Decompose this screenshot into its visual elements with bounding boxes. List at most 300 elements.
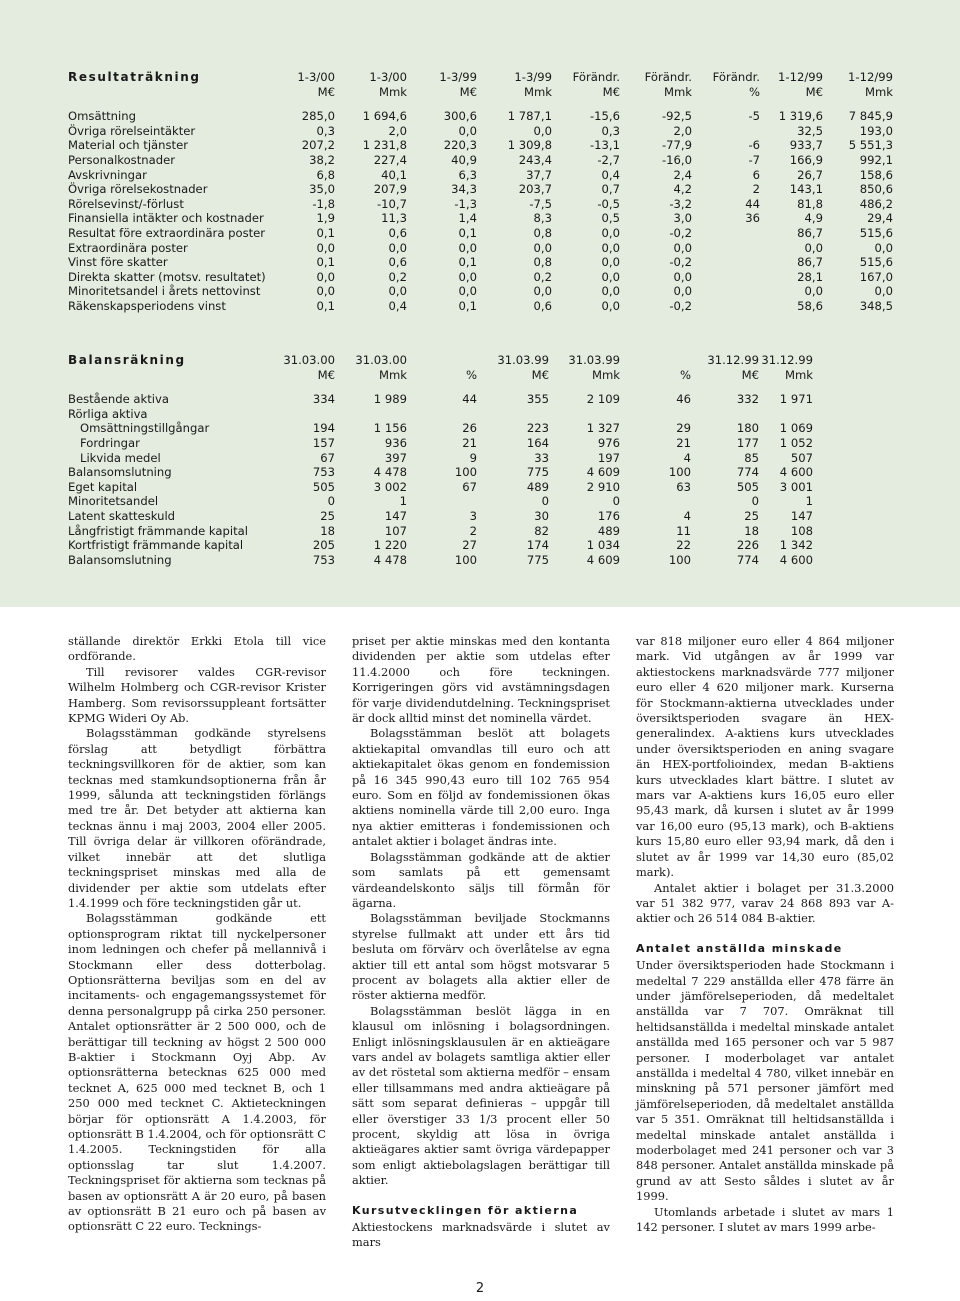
table-cell xyxy=(692,124,760,139)
table-cell: 0,0 xyxy=(601,240,620,255)
table-cell: 34,3 xyxy=(451,182,477,197)
table-cell: 107 xyxy=(384,523,407,538)
paragraph: Bolagsstämman beslöt lägga in en klausul om inlösning i bolagsordningen. Enligt inlösningsklausulen är en aktieägare vars andel av bolagets samtliga aktier eller av det röstetal som aktierna medför – ensam eller tillsammans med andra aktieägare på sätt som separat definieras – uppgår till eller överstiger 33 1/3 procent eller 50 procent, skyldig att lösa in övriga aktieägares aktier samt övriga värdepapper som enligt aktiebolagslagen berättigar till aktier. xyxy=(352,1003,610,1188)
table-cell: 3,0 xyxy=(673,211,692,226)
table-cell: 223 xyxy=(526,421,549,436)
table-cell: 300,6 xyxy=(443,109,477,124)
balance-sheet-table xyxy=(68,353,813,567)
unit-header: M€ xyxy=(531,367,549,382)
table-cell: 976 xyxy=(597,435,620,450)
table-cell: 0,0 xyxy=(601,298,620,313)
table-cell: 850,6 xyxy=(859,182,893,197)
table-cell: 1,4 xyxy=(458,211,477,226)
column-header: 1-3/99 xyxy=(439,70,477,84)
table-cell: 3 xyxy=(469,508,477,523)
table-cell: 67 xyxy=(462,479,477,494)
table-cell: 164 xyxy=(526,435,549,450)
row-label: Övriga rörelseintäkter xyxy=(68,123,196,138)
table-cell: 0,1 xyxy=(458,225,477,240)
row-label: Extraordinära poster xyxy=(68,240,188,255)
table-cell: 1 220 xyxy=(373,538,407,553)
table-row xyxy=(68,451,813,466)
table-cell xyxy=(620,494,691,509)
table-cell: 67 xyxy=(320,450,335,465)
table-cell xyxy=(549,407,620,422)
table-cell: 29 xyxy=(676,421,691,436)
table-cell: 334 xyxy=(312,392,335,407)
column-header: 31.12.99 xyxy=(761,353,813,367)
table-row xyxy=(68,538,813,553)
table-cell: 9 xyxy=(469,450,477,465)
row-label: Kortfristigt främmande kapital xyxy=(68,538,244,553)
table-cell: 936 xyxy=(384,435,407,450)
table-row xyxy=(68,407,813,422)
row-label: Personalkostnader xyxy=(68,152,175,167)
unit-header: Mmk xyxy=(784,367,813,382)
column-header: 1-12/99 xyxy=(848,70,893,84)
table-cell: -10,7 xyxy=(377,196,407,211)
row-label: Omsättningstillgångar xyxy=(80,421,210,436)
table-cell: 1 xyxy=(399,494,407,509)
spacer xyxy=(68,99,893,109)
table-title: Balansräkning xyxy=(68,353,186,367)
table-cell: 4 xyxy=(683,508,691,523)
table-cell: 0,1 xyxy=(316,298,335,313)
table-cell: 100 xyxy=(668,465,691,480)
table-cell: 0,6 xyxy=(533,298,552,313)
table-cell: 86,7 xyxy=(797,225,823,240)
table-cell: 1 319,6 xyxy=(778,109,823,124)
row-label: Latent skatteskuld xyxy=(68,508,176,523)
table-cell: 40,1 xyxy=(381,167,407,182)
table-cell: 0,0 xyxy=(601,284,620,299)
table-row xyxy=(68,421,813,436)
table-cell: -0,2 xyxy=(669,298,692,313)
table-cell: 58,6 xyxy=(797,298,823,313)
unit-header: Mmk xyxy=(864,84,893,99)
paragraph: Bolagsstämman godkände ett optionsprogram riktat till nyckelpersoner inom ledningen och chefer på mellannivå i Stockmann eller dess dotterbolag. Optionsrätterna beviljas som en del av incitaments- och engagemangssystemet för denna personalgrupp på cirka 250 personer. Antalet optionsrätter är 2 500 000, och de berättigar till teckning av högst 2 500 000 B-aktier i Stockmann Oyj Abp. Av optionsrätterna betecknas 625 000 med tecknet A, 625 000 med tecknet B, och 1 250 000 med tecknet C. Aktieteckningen börjar för optionsrätt A 1.4.2003, för optionsrätt B 1.4.2004, och för optionsrätt C 1.4.2005. Teckningstiden för alla optionsslag tar slut 1.4.2007. Teckningspriset för aktierna som tecknas på basen av optionsrätt A är 20 euro, på basen av optionsrätt B 21 euro och på basen av optionsrätt C 22 euro. Tecknings- xyxy=(68,911,326,1234)
table-cell: 332 xyxy=(736,392,759,407)
table-cell: 0,0 xyxy=(601,269,620,284)
table-cell: 4 609 xyxy=(586,465,620,480)
table-cell: 0,2 xyxy=(388,269,407,284)
table-cell: 227,4 xyxy=(373,152,407,167)
row-label: Minoritetsandel xyxy=(68,494,159,509)
table-row xyxy=(68,241,893,256)
column-header xyxy=(407,353,477,368)
table-cell: 3 002 xyxy=(373,479,407,494)
table-cell: -77,9 xyxy=(662,138,692,153)
column-header: 31.03.99 xyxy=(497,353,549,367)
section-heading-share-price: Kursutvecklingen för aktierna xyxy=(352,1203,579,1217)
table-cell: 207,9 xyxy=(373,182,407,197)
table-cell: 0 xyxy=(327,494,335,509)
table-cell: -1,8 xyxy=(312,196,335,211)
column-header: Förändr. xyxy=(712,70,760,84)
table-cell: 397 xyxy=(384,450,407,465)
column-header: 31.03.00 xyxy=(283,353,335,367)
table-row xyxy=(68,284,893,299)
row-label: Vinst före skatter xyxy=(68,255,168,270)
table-cell: 21 xyxy=(676,435,691,450)
table-cell: 11 xyxy=(676,523,691,538)
table-cell: 4 609 xyxy=(586,552,620,567)
table-cell: 505 xyxy=(736,479,759,494)
table-cell: 27 xyxy=(462,538,477,553)
table-cell: -3,2 xyxy=(669,196,692,211)
table-cell: -5 xyxy=(748,109,760,124)
table-cell: 0 xyxy=(612,494,620,509)
unit-header: M€ xyxy=(459,84,477,99)
unit-row xyxy=(68,368,813,383)
table-cell: 5 551,3 xyxy=(848,138,893,153)
table-cell: 933,7 xyxy=(789,138,823,153)
table-cell: 32,5 xyxy=(797,123,823,138)
table-cell: 4,2 xyxy=(673,182,692,197)
table-cell: -7,5 xyxy=(529,196,552,211)
table-cell: 167,0 xyxy=(859,269,893,284)
header-row xyxy=(68,70,893,85)
table-cell: 37,7 xyxy=(526,167,552,182)
table-row xyxy=(68,211,893,226)
spacer-row xyxy=(68,382,813,392)
table-cell: 1 971 xyxy=(779,392,813,407)
table-cell: 0,0 xyxy=(316,240,335,255)
table-row xyxy=(68,138,893,153)
table-cell: 0,0 xyxy=(673,269,692,284)
table-cell: 82 xyxy=(534,523,549,538)
row-label: Material och tjänster xyxy=(68,138,188,153)
table-cell: 4 600 xyxy=(779,552,813,567)
table-cell: 507 xyxy=(790,450,813,465)
table-cell: 100 xyxy=(668,552,691,567)
table-cell: 63 xyxy=(676,479,691,494)
table-cell: 6,8 xyxy=(316,167,335,182)
paragraph: Bolagsstämman godkände styrelsens förslag att betydligt förbättra teckningsvillkoren för de aktier, som kan tecknas med stamkundsoptionerna från år 1999, sålunda att teckningstiden förlängs med tre år. Det betyder att aktierna kan tecknas ännu i maj 2003, 2004 eller 2005. Till övriga delar är villkoren oförändrade, vilket innebär att det slutliga teckningspriset minskas med alla de dividender per aktie som utdelats efter 1.4.1999 och före teckningstiden går ut. xyxy=(68,726,326,910)
table-row xyxy=(68,255,893,270)
table-cell: 36 xyxy=(745,211,760,226)
table-cell: -0,5 xyxy=(597,196,620,211)
table-cell: 0,0 xyxy=(601,225,620,240)
blank-cell xyxy=(68,368,280,383)
table-cell: 4,9 xyxy=(804,211,823,226)
table-cell: 0,7 xyxy=(601,182,620,197)
table-cell: 147 xyxy=(384,508,407,523)
table-cell: 2 xyxy=(752,182,760,197)
paragraph: Under översiktsperioden hade Stockmann i medeltal 7 229 anställda eller 478 färre än under jämförelseperioden, då medeltalet anställda var 7 707. Omräknat till heltidsanställda i medeltal minskade antalet anställda med 165 personer och var 5 987 personer. I moderbolaget var antalet anställda i medeltal 4 780, vilket innebär en minskning på 571 personer jämfört med jämförelseperioden, då medeltalet anställda var 5 351. Omräknat till heltidsanställda i medeltal minskade antalet anställda i moderbolaget med 241 personer och var 3 848 personer. Antalet anställda minskade på grund av att Sesto såldes i slutet av år 1999. xyxy=(636,958,894,1204)
table-row xyxy=(68,270,893,285)
table-cell: 158,6 xyxy=(859,167,893,182)
table-cell: 143,1 xyxy=(789,182,823,197)
column-header: Förändr. xyxy=(572,70,620,84)
table-cell: 0,0 xyxy=(804,284,823,299)
table-cell: 0 xyxy=(541,494,549,509)
table-cell: 1 342 xyxy=(779,538,813,553)
table-cell: 35,0 xyxy=(309,182,335,197)
table-cell: 193,0 xyxy=(859,123,893,138)
table-cell: 1 989 xyxy=(373,392,407,407)
table-cell: 0 xyxy=(751,494,759,509)
unit-header: M€ xyxy=(317,367,335,382)
column-header: 1-12/99 xyxy=(778,70,823,84)
table-row xyxy=(68,392,813,407)
row-label: Balansomslutning xyxy=(68,465,172,480)
table-cell xyxy=(759,407,813,422)
column-header xyxy=(620,353,691,368)
table-cell: 6,3 xyxy=(458,167,477,182)
table-cell: 4 478 xyxy=(373,465,407,480)
table-cell: -0,2 xyxy=(669,225,692,240)
unit-header: Mmk xyxy=(378,84,407,99)
table-cell: 0,1 xyxy=(316,255,335,270)
table-row xyxy=(68,226,893,241)
table-cell: 285,0 xyxy=(301,109,335,124)
row-label: Räkenskapsperiodens vinst xyxy=(68,298,226,313)
table-cell: 753 xyxy=(312,465,335,480)
table-cell: 180 xyxy=(736,421,759,436)
table-cell: -0,2 xyxy=(669,255,692,270)
table-cell: 4 478 xyxy=(373,552,407,567)
table-cell: 2,4 xyxy=(673,167,692,182)
table-cell: 29,4 xyxy=(867,211,893,226)
table-cell: 774 xyxy=(736,552,759,567)
column-header: 1-3/00 xyxy=(297,70,335,84)
table-cell xyxy=(691,407,759,422)
table-cell: -2,7 xyxy=(597,152,620,167)
table-cell: 2,0 xyxy=(673,123,692,138)
column-header: 1-3/99 xyxy=(514,70,552,84)
table-cell xyxy=(692,255,760,270)
table-cell: 21 xyxy=(462,435,477,450)
table-cell: 0,1 xyxy=(458,255,477,270)
row-label: Rörliga aktiva xyxy=(68,406,148,421)
table-cell: 147 xyxy=(790,508,813,523)
unit-header: M€ xyxy=(741,367,759,382)
table-cell: 0,4 xyxy=(388,298,407,313)
table-cell: 0,0 xyxy=(458,284,477,299)
table-row xyxy=(68,109,893,124)
table-cell: 26,7 xyxy=(797,167,823,182)
table-cell: 177 xyxy=(736,435,759,450)
row-label: Resultat före extraordinära poster xyxy=(68,225,266,240)
table-cell: -15,6 xyxy=(590,109,620,124)
table-cell: 26 xyxy=(462,421,477,436)
table-row xyxy=(68,124,893,139)
row-label: Långfristigt främmande kapital xyxy=(68,523,248,538)
table-row xyxy=(68,153,893,168)
paragraph: Bolagsstämman beviljade Stockmanns styrelse fullmakt att under ett års tid besluta om förvärv och överlåtelse av egna aktier till ett antal som högst motsvarar 5 procent av bolagets alla aktier eller de röster aktierna medför. xyxy=(352,911,610,1003)
column-header: 1-3/00 xyxy=(369,70,407,84)
table-cell xyxy=(692,241,760,256)
table-cell: 18 xyxy=(320,523,335,538)
table-cell xyxy=(335,407,407,422)
table-cell xyxy=(692,270,760,285)
table-cell: 1 069 xyxy=(779,421,813,436)
table-cell: 1 694,6 xyxy=(362,109,407,124)
table-cell: 515,6 xyxy=(859,255,893,270)
paragraph: priset per aktie minskas med den kontanta dividenden per aktie som utdelas efter 11.4.2000 och före teckningen. Korrigeringen görs vid avstämningsdagen för varje dividendutdelning. Teckningspriset är dock alltid minst det nominella värdet. xyxy=(352,634,610,726)
table-cell: 203,7 xyxy=(518,182,552,197)
table-cell: 1 231,8 xyxy=(362,138,407,153)
table-cell: 0,0 xyxy=(316,284,335,299)
table-cell: 0,0 xyxy=(874,240,893,255)
column-header: Förändr. xyxy=(644,70,692,84)
table-cell: 0,8 xyxy=(533,225,552,240)
table-cell: 505 xyxy=(312,479,335,494)
table-cell: 0,1 xyxy=(316,225,335,240)
table-cell: 3 001 xyxy=(779,479,813,494)
table-cell: 0,0 xyxy=(673,284,692,299)
table-cell: 486,2 xyxy=(859,196,893,211)
row-label: Balansomslutning xyxy=(68,552,172,567)
table-cell: 355 xyxy=(526,392,549,407)
unit-header: Mmk xyxy=(663,84,692,99)
table-cell: 0,6 xyxy=(388,255,407,270)
table-row xyxy=(68,299,893,314)
table-cell: 194 xyxy=(312,421,335,436)
table-cell: 207,2 xyxy=(301,138,335,153)
table-cell: 489 xyxy=(526,479,549,494)
table-row xyxy=(68,509,813,524)
table-cell: 33 xyxy=(534,450,549,465)
paragraph: var 818 miljoner euro eller 4 864 miljoner mark. Vid utgången av år 1999 var aktiestockens marknadsvärde 777 miljoner euro eller 4 620 miljoner mark. Kurserna för Stockmann-aktierna utvecklades under översiktsperioden svagare än HEX-generalindex. A-aktiens kurs utvecklades under översiktsperioden en aning svagare än HEX-portfolioindex, medan B-aktiens kurs utvecklades klart bättre. I slutet av mars var A-aktiens kurs 16,05 euro eller 95,43 mark, då kursen i slutet av år 1999 var 16,00 euro (95,13 mark), och B-aktiens kurs 15,80 euro eller 93,94 mark, då den i slutet av år 1999 var 14,30 euro (85,02 mark). xyxy=(636,634,894,880)
table-cell: 753 xyxy=(312,552,335,567)
table-cell: 6 xyxy=(752,167,760,182)
paragraph: Bolagsstämman godkände att de aktier som samlats på ett gemensamt värdeandelskonto säljs till förmån för ägarna. xyxy=(352,849,610,910)
table-cell: 28,1 xyxy=(797,269,823,284)
table-cell: 0,5 xyxy=(601,211,620,226)
unit-header: % xyxy=(679,367,691,382)
table-cell: 44 xyxy=(462,392,477,407)
table-cell: 100 xyxy=(454,465,477,480)
table-row xyxy=(68,182,893,197)
table-cell: 81,8 xyxy=(797,196,823,211)
table-cell: 1 327 xyxy=(586,421,620,436)
table-row xyxy=(68,168,893,183)
table-cell: 4 600 xyxy=(779,465,813,480)
table-cell: 0,0 xyxy=(533,240,552,255)
table-title: Resultaträkning xyxy=(68,70,201,84)
table-cell: -1,3 xyxy=(454,196,477,211)
table-cell: 243,4 xyxy=(518,152,552,167)
table-cell: 25 xyxy=(320,508,335,523)
table-cell: 46 xyxy=(676,392,691,407)
table-cell: 4 xyxy=(683,450,691,465)
unit-header: % xyxy=(465,367,477,382)
table-cell: -7 xyxy=(748,152,760,167)
table-cell: 174 xyxy=(526,538,549,553)
table-row xyxy=(68,436,813,451)
row-label: Avskrivningar xyxy=(68,167,147,182)
row-label: Bestående aktiva xyxy=(68,392,169,407)
table-cell: 0,6 xyxy=(388,225,407,240)
unit-header: M€ xyxy=(317,84,335,99)
section-heading-employees: Antalet anställda minskade xyxy=(636,941,843,955)
table-cell: 0,0 xyxy=(458,123,477,138)
text-column-2 xyxy=(352,634,610,1251)
table-cell: 30 xyxy=(534,508,549,523)
table-cell: -16,0 xyxy=(662,152,692,167)
table-cell: 0,0 xyxy=(533,123,552,138)
table-cell xyxy=(692,284,760,299)
table-cell: 11,3 xyxy=(381,211,407,226)
table-cell: 44 xyxy=(745,196,760,211)
table-cell xyxy=(407,407,477,422)
text-column-3 xyxy=(636,634,894,1235)
table-cell: 0,3 xyxy=(601,123,620,138)
table-cell: 2 xyxy=(469,523,477,538)
unit-header: % xyxy=(748,84,760,99)
table-cell: 1 052 xyxy=(779,435,813,450)
header-row xyxy=(68,353,813,368)
table-cell xyxy=(692,226,760,241)
text-column-1 xyxy=(68,634,326,1235)
table-cell: 2 910 xyxy=(586,479,620,494)
table-cell: 515,6 xyxy=(859,225,893,240)
table-cell: 774 xyxy=(736,465,759,480)
paragraph: Bolagsstämman beslöt att bolagets aktiekapital omvandlas till euro och att aktiekapitalet ökas genom en fondemission på 16 345 990,43 euro till 102 765 954 euro. Som en följd av fondemissionen ökas aktiens nominella värde till 2,00 euro. Inga nya aktier emitteras i fondemissionen och antalet aktier i bolaget ändras inte. xyxy=(352,726,610,849)
table-row xyxy=(68,524,813,539)
table-cell: 176 xyxy=(597,508,620,523)
paragraph: ställande direktör Erkki Etola till vice ordförande. xyxy=(68,634,326,664)
table-cell: 348,5 xyxy=(859,298,893,313)
row-label: Eget kapital xyxy=(68,479,138,494)
table-cell: 0,0 xyxy=(673,240,692,255)
unit-header: M€ xyxy=(602,84,620,99)
table-cell: 0,0 xyxy=(533,284,552,299)
table-cell: 489 xyxy=(597,523,620,538)
table-cell: 2 109 xyxy=(586,392,620,407)
table-cell xyxy=(692,299,760,314)
table-cell: 0,0 xyxy=(804,240,823,255)
spacer-row xyxy=(68,99,893,109)
table-row xyxy=(68,553,813,568)
table-cell: 226 xyxy=(736,538,759,553)
table-cell: 0,0 xyxy=(316,269,335,284)
income-statement-table xyxy=(68,70,893,314)
table-cell: 1 309,8 xyxy=(507,138,552,153)
spacer xyxy=(68,382,813,392)
row-label: Finansiella intäkter och kostnader xyxy=(68,211,264,226)
table-cell: 205 xyxy=(312,538,335,553)
table-cell: 0,0 xyxy=(874,284,893,299)
table-cell: 0,2 xyxy=(533,269,552,284)
unit-row xyxy=(68,85,893,100)
table-cell: 22 xyxy=(676,538,691,553)
table-cell: 1 xyxy=(805,494,813,509)
column-header: 31.12.99 xyxy=(707,353,759,367)
column-header: 31.03.99 xyxy=(568,353,620,367)
table-cell xyxy=(407,494,477,509)
table-cell: 25 xyxy=(744,508,759,523)
table-cell: 1 787,1 xyxy=(507,109,552,124)
unit-header: Mmk xyxy=(378,367,407,382)
table-row xyxy=(68,197,893,212)
table-cell: 2,0 xyxy=(388,123,407,138)
table-cell: 40,9 xyxy=(451,152,477,167)
paragraph: Antalet aktier i bolaget per 31.3.2000 var 51 382 977, varav 24 868 893 var A-aktier och 26 514 084 B-aktier. xyxy=(636,880,894,926)
table-cell: 0,8 xyxy=(533,255,552,270)
table-cell: 992,1 xyxy=(859,152,893,167)
table-cell xyxy=(477,407,549,422)
table-row xyxy=(68,494,813,509)
paragraph: Aktiestockens marknadsvärde i slutet av mars xyxy=(352,1220,610,1250)
row-label: Fordringar xyxy=(80,435,140,450)
table-cell: 775 xyxy=(526,552,549,567)
unit-header: Mmk xyxy=(591,367,620,382)
table-cell: 1 034 xyxy=(586,538,620,553)
unit-header: Mmk xyxy=(523,84,552,99)
